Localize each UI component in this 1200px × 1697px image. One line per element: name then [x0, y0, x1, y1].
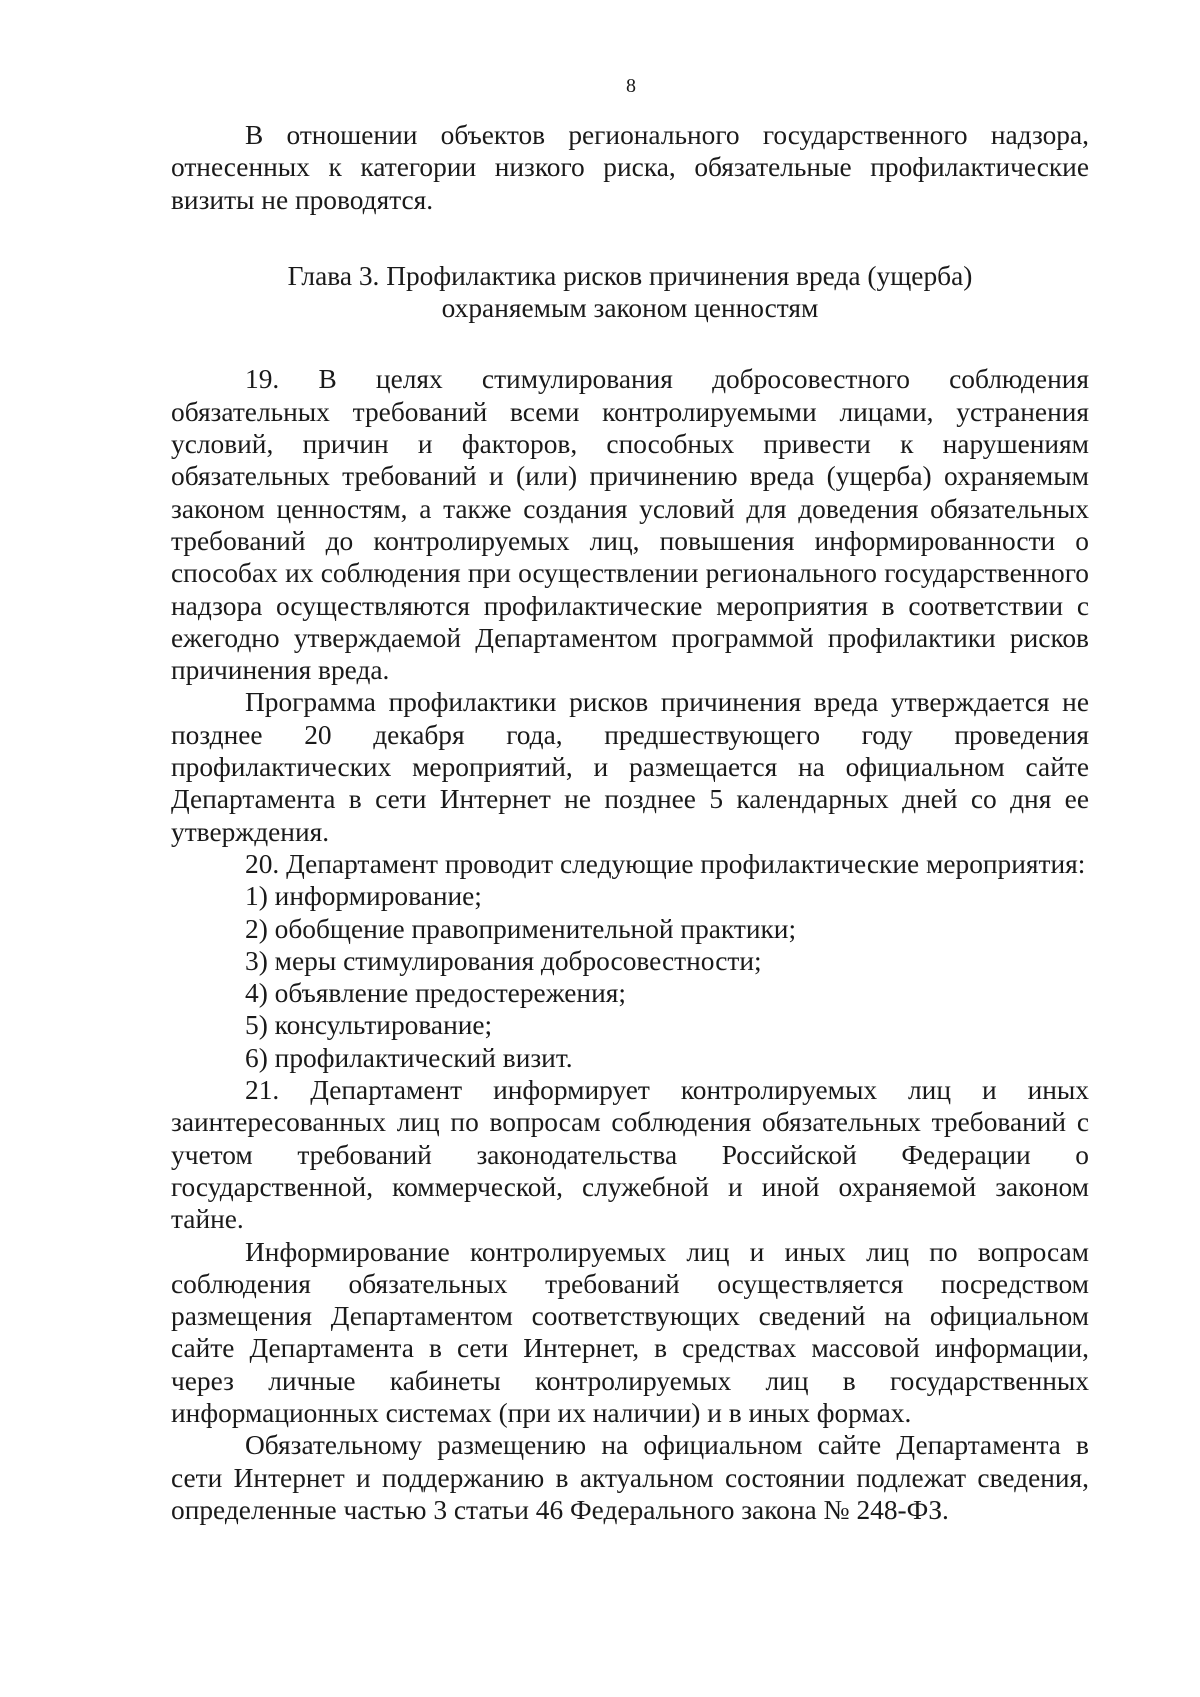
chapter-title-line-2: охраняемым законом ценностям	[441, 293, 819, 324]
paragraph-21-mandatory: Обязательному размещению на официальном сайте Департамента в сети Интернет и поддержанию в актуальном состоянии подлежат сведения, определенные частью 3 статьи 46 Федерального закона № 248-ФЗ.	[171, 1430, 1089, 1525]
paragraph-19: 19. В целях стимулирования добросовестного соблюдения обязательных требований всеми контролируемыми лицами, устранения условий, причин и факторов, способных привести к нарушениям обязательных требований и (или) причинению вреда (ущерба) охраняемым законом ценностям, а также создания условий для доведения обязательных требований до контролируемых лиц, повышения информированности о способах их соблюдения при осуществлении регионального государственного надзора осуществляются профилактические мероприятия в соответствии с ежегодно утверждаемой Департаментом программой профилактики рисков причинения вреда.	[171, 364, 1089, 686]
paragraph-20: 20. Департамент проводит следующие профилактические мероприятия:	[245, 848, 1086, 879]
page-number: 8	[626, 75, 636, 97]
chapter-heading	[171, 260, 1089, 325]
list-item: 6) профилактический визит.	[245, 1042, 573, 1073]
list-item: 3) меры стимулирования добросовестности;	[245, 945, 762, 976]
list-item: 5) консультирование;	[245, 1010, 493, 1041]
document-body	[171, 119, 1089, 1526]
paragraph-21-informing: Информирование контролируемых лиц и иных лиц по вопросам соблюдения обязательных требований осуществляется посредством размещения Департаментом соответствующих сведений на официальном сайте Департамента в сети Интернет, в средствах массовой информации, через личные кабинеты контролируемых лиц в государственных информационных системах (при их наличии) и в иных формах.	[171, 1236, 1089, 1428]
list-item: 2) обобщение правоприменительной практики;	[245, 913, 797, 944]
list-item: 1) информирование;	[245, 881, 482, 912]
intro-paragraph: В отношении объектов регионального государственного надзора, отнесенных к категории низкого риска, обязательные профилактические визиты не проводятся.	[171, 120, 1089, 215]
measures-list	[171, 880, 1089, 1074]
list-item: 4) объявление предостережения;	[245, 978, 626, 1009]
paragraph-21: 21. Департамент информирует контролируемых лиц и иных заинтересованных лиц по вопросам соблюдения обязательных требований с учетом требований законодательства Российской Федерации о государственной, коммерческой, служебной и иной охраняемой законом тайне.	[171, 1075, 1089, 1235]
paragraph-19-program: Программа профилактики рисков причинения вреда утверждается не позднее 20 декабря года, предшествующего году проведения профилактических мероприятий, и размещается на официальном сайте Департамента в сети Интернет не позднее 5 календарных дней со дня ее утверждения.	[171, 687, 1089, 847]
chapter-title-line-1: Глава 3. Профилактика рисков причинения вреда (ущерба)	[287, 260, 973, 291]
